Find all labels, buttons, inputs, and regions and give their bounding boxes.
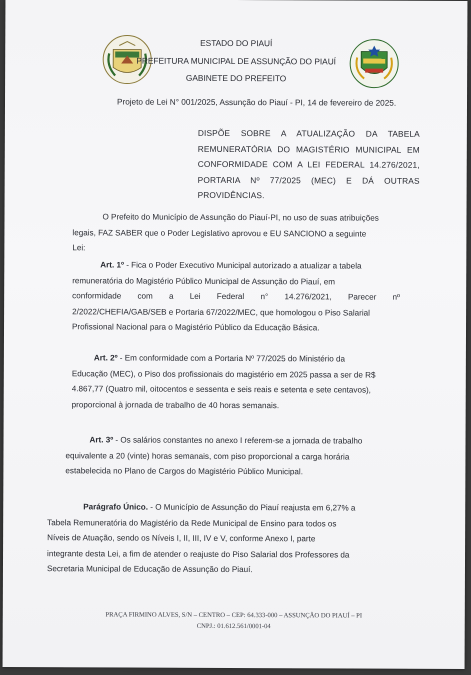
paragrafo-unico-text: - O Município de Assunção do Piauí reajusta em 6,27% a	[148, 502, 356, 513]
article-1-line: 2/2022/CHEFIA/GAB/SEB e Portaria 67/2022/MEC, que homologou o Piso Salarial	[72, 306, 370, 318]
ementa-line: DISPÕE SOBRE A ATUALIZAÇÃO DA TABELA	[197, 127, 420, 139]
ementa-line: PORTARIA Nº 77/2025 (MEC) E DÁ OUTRAS	[197, 174, 420, 186]
article-3-text: - Os salários constantes no anexo I referem-se a jornada de trabalho	[113, 435, 363, 446]
article-1-line: conformidade com a Lei Federal n° 14.276/2021, Parecer nº	[72, 291, 401, 302]
ementa-line: CONFORMIDADE COM A LEI FEDERAL 14.276/2021,	[197, 159, 420, 170]
preambulo-line: legais, FAZ SABER que o Poder Legislativo aprovou e EU SANCIONO a seguinte	[72, 227, 367, 239]
paragrafo-unico	[47, 499, 419, 578]
ementa	[198, 126, 420, 205]
article-3-line: estabelecida no Plano de Cargos do Magistério Público Municipal.	[65, 466, 303, 477]
paragrafo-unico-label: Parágrafo Único.	[83, 502, 149, 512]
article-2-line: 4.867,77 (Quatro mil, oitocentos e sessenta e seis reais e setenta e sete centavos),	[71, 384, 371, 395]
paragrafo-unico-line: integrante desta Lei, a fim de atender o reajuste do Piso Salarial dos Professores da	[47, 548, 350, 560]
article-1-label: Art. 1º	[100, 260, 124, 270]
preambulo	[72, 209, 418, 257]
article-3-line: equivalente a 20 (vinte) horas semanais, com piso proporcional a carga horária	[65, 450, 350, 462]
paragrafo-unico-line: Tabela Remuneratória do Magistério da Rede Municipal de Ensino para todos os	[47, 517, 337, 528]
footer-address: PRAÇA FIRMINO ALVES, S/N – CENTRO – CEP: 64.333-000 – ASSUNÇÃO DO PIAUÍ – PI	[105, 611, 363, 620]
article-2-line: Educação (MEC), o Piso dos profissionais do magistério em 2025 passa a ser de R$	[71, 368, 376, 380]
article-3-label: Art. 3º	[89, 435, 114, 445]
paragrafo-unico-line: Níveis de Atuação, sendo os Níveis I, II, III, IV e V, conforme Anexo I, parte	[47, 533, 316, 544]
ementa-line: PROVIDÊNCIAS.	[197, 190, 265, 201]
article-3	[65, 432, 417, 480]
ementa-line: REMUNERATÓRIA DO MAGISTÉRIO MUNICIPAL EM	[197, 143, 420, 155]
article-2-label: Art. 2º	[93, 353, 118, 363]
paragrafo-unico-line: Secretaria Municipal de Educação de Assunção do Piauí.	[46, 564, 253, 575]
document-page	[3, 0, 468, 669]
article-2-line: proporcional à jornada de trabalho de 40 horas semanais.	[71, 399, 280, 410]
header-state: ESTADO DO PIAUÍ	[200, 37, 273, 49]
article-2	[72, 350, 418, 414]
footer-cnpj: CNPJ.: 01.612.561/0001-04	[196, 622, 271, 631]
preambulo-line: O Prefeito do Município de Assunção do Piauí-PI, no uso de suas atribuições	[102, 212, 379, 223]
projeto-line: Projeto de Lei N° 001/2025, Assunção do Piauí - PI, 14 de fevereiro de 2025.	[116, 97, 397, 108]
article-1	[72, 257, 418, 336]
preambulo-line: Lei:	[72, 243, 86, 253]
article-1-line: Profissional Nacional para o Magistério Público da Educação Básica.	[72, 322, 320, 333]
header-gabinete: GABINETE DO PREFEITO	[185, 72, 287, 84]
header-prefeitura: PREFEITURA MUNICIPAL DE ASSUNÇÃO DO PIAUÍ	[136, 55, 337, 67]
article-1-line: remuneratória do Magistério Público Municipal de Assunção do Piauí, em	[72, 275, 335, 286]
article-2-text: - Em conformidade com a Portaria Nº 77/2025 do Ministério da	[117, 353, 346, 364]
article-1-text: - Fica o Poder Executivo Municipal autorizado a atualizar a tabela	[123, 260, 362, 271]
